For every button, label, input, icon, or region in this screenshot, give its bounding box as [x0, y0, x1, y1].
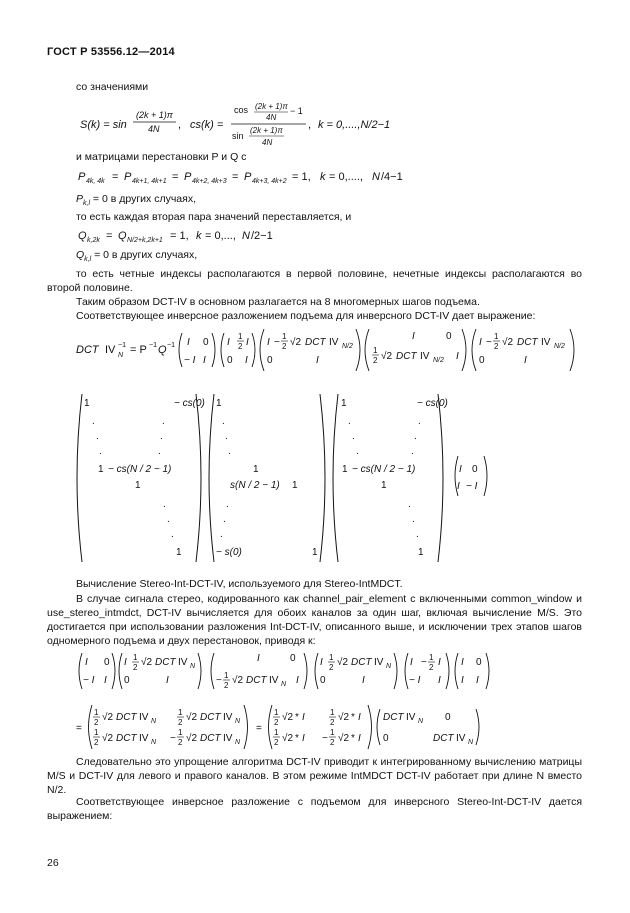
svg-text:IV: IV	[223, 733, 233, 744]
svg-text:0: 0	[203, 337, 209, 348]
svg-text:0: 0	[479, 355, 485, 366]
svg-text:N/2: N/2	[342, 343, 353, 350]
svg-text:N: N	[151, 739, 157, 746]
svg-text:*: *	[295, 733, 299, 744]
svg-text:0: 0	[476, 657, 482, 668]
formula-stereo-line2	[74, 703, 514, 751]
svg-text:0: 0	[320, 675, 326, 686]
svg-text:1: 1	[381, 480, 387, 491]
svg-text:1: 1	[418, 547, 424, 558]
svg-text:DCT: DCT	[200, 733, 221, 744]
svg-text:1: 1	[373, 346, 378, 355]
svg-text:1: 1	[253, 464, 259, 475]
text-swap-pairs: то есть каждая вторая пара значений переставляется, и	[76, 211, 352, 223]
svg-text:4k+2, 4k+3: 4k+2, 4k+3	[192, 178, 227, 185]
svg-text:.: .	[408, 499, 411, 510]
svg-text:.: .	[92, 416, 95, 427]
text-inverse2: Соответствующее инверсное разложение с подъемом для инверсного Stereo-Int-DCT-IV дается выражением:	[47, 796, 582, 822]
svg-text:−: −	[170, 733, 176, 744]
svg-text:−: −	[486, 337, 492, 348]
svg-text:.: .	[220, 529, 223, 540]
formula-inverse-dct-line2	[74, 392, 494, 564]
svg-text:.: .	[412, 514, 415, 525]
svg-text:.: .	[411, 446, 414, 457]
svg-text:1: 1	[224, 671, 229, 680]
q-symbol: Q	[76, 249, 85, 261]
svg-text:1: 1	[329, 653, 334, 662]
svg-text:DCT: DCT	[433, 733, 454, 744]
svg-text:I: I	[227, 337, 230, 348]
svg-text:1: 1	[274, 728, 279, 737]
svg-text:4N: 4N	[262, 138, 273, 147]
svg-text:.: .	[160, 431, 163, 442]
svg-text:1: 1	[133, 653, 138, 662]
svg-text:DCT: DCT	[155, 657, 176, 668]
svg-text:I: I	[438, 675, 441, 686]
svg-text:1: 1	[238, 332, 243, 341]
svg-text:−: −	[322, 733, 328, 744]
svg-text:Q: Q	[118, 230, 127, 242]
svg-text:0: 0	[104, 657, 110, 668]
svg-text:− I: − I	[409, 675, 421, 686]
sk-label: S(k) = sin	[80, 119, 127, 131]
svg-text:=: =	[106, 230, 113, 242]
svg-text:DCT: DCT	[351, 657, 372, 668]
svg-text:1: 1	[292, 480, 298, 491]
svg-text:0: 0	[383, 733, 389, 744]
svg-text:I: I	[104, 675, 107, 686]
svg-text:DCT: DCT	[517, 337, 538, 348]
svg-text:I: I	[362, 675, 365, 686]
svg-text:1: 1	[98, 464, 104, 475]
svg-text:I: I	[524, 355, 527, 366]
svg-text:IV: IV	[178, 657, 188, 668]
text-p-zero: $P_{k,l} = 0$ в других случаях,	[76, 193, 196, 208]
svg-text:N: N	[468, 739, 474, 746]
svg-text:.: .	[158, 446, 161, 457]
formula-inverse-dct-line1	[72, 325, 592, 375]
svg-text:0: 0	[267, 355, 273, 366]
svg-text:1: 1	[342, 464, 348, 475]
svg-text:.: .	[414, 431, 417, 442]
svg-text:√2: √2	[502, 337, 514, 348]
svg-text:2: 2	[330, 718, 335, 727]
text-inverse: Соответствующее инверсное разложением подъема для инверсного DCT-IV дает выражение:	[76, 310, 536, 322]
svg-text:2: 2	[94, 718, 99, 727]
svg-text:1: 1	[135, 480, 141, 491]
svg-text:.: .	[99, 446, 102, 457]
svg-text:1: 1	[94, 728, 99, 737]
svg-text:− cs(N / 2 − 1): − cs(N / 2 − 1)	[352, 464, 416, 475]
svg-text:N/2+k,2k+1: N/2+k,2k+1	[127, 237, 163, 244]
svg-text:0: 0	[472, 464, 478, 475]
svg-text:2: 2	[373, 356, 378, 365]
svg-text:I: I	[438, 657, 441, 668]
svg-text:=: =	[112, 171, 119, 183]
svg-text:*: *	[295, 712, 299, 723]
svg-text:√2: √2	[282, 712, 294, 723]
svg-text:IV: IV	[139, 733, 149, 744]
svg-text:4k+3, 4k+2: 4k+3, 4k+2	[252, 178, 287, 185]
svg-text:*: *	[351, 733, 355, 744]
svg-text:I: I	[85, 657, 88, 668]
svg-text:√2: √2	[290, 337, 302, 348]
svg-text:1: 1	[178, 728, 183, 737]
text-with-values: со значениями	[76, 81, 149, 93]
p-symbol: P	[76, 193, 84, 205]
svg-text:0: 0	[227, 355, 233, 366]
svg-text:I: I	[316, 355, 319, 366]
svg-text:√2: √2	[186, 733, 198, 744]
svg-text:N/2: N/2	[433, 357, 444, 364]
svg-text:/4−1: /4−1	[381, 171, 403, 183]
svg-text:IV: IV	[420, 351, 430, 362]
svg-text:DCT: DCT	[246, 675, 267, 686]
svg-text:− cs(0): − cs(0)	[174, 398, 205, 409]
svg-text:1: 1	[84, 398, 90, 409]
text-thus: Таким образом DCT-IV в основном разлагается на 8 многомерных шагов подъема.	[76, 296, 480, 308]
svg-text:= 1,: = 1,	[170, 230, 189, 242]
svg-text:I: I	[203, 355, 206, 366]
svg-text:DCT: DCT	[200, 712, 221, 723]
svg-text:IV: IV	[269, 675, 279, 686]
formula-stereo-line1	[74, 651, 534, 691]
svg-text:I: I	[358, 712, 361, 723]
svg-text:I: I	[461, 657, 464, 668]
svg-text:=: =	[172, 171, 179, 183]
svg-text:I: I	[187, 337, 190, 348]
text-stereo-body: В случае сигнала стерео, кодированного как channel_pair_element с включенными common_window и use_stereo_intmdct, DCT-IV вычисляется для обоих каналов за один шаг, включая вычисление M/S. Это достигается при использовании разложения Int-DCT-IV, описанного выше, и исключении трех этапов шагов одномерного подъема и двух перестановок, приводя к:	[47, 593, 582, 647]
svg-text:1: 1	[178, 708, 183, 717]
svg-text:DCT: DCT	[305, 337, 326, 348]
svg-text:P: P	[124, 171, 132, 183]
svg-text:.: .	[222, 416, 225, 427]
svg-text:I: I	[246, 337, 249, 348]
svg-text:1: 1	[282, 332, 287, 341]
svg-text:I: I	[296, 675, 299, 686]
svg-text:N: N	[118, 352, 124, 359]
svg-text:2: 2	[178, 738, 183, 747]
svg-text:.: .	[225, 431, 228, 442]
svg-text:2: 2	[224, 681, 229, 690]
svg-text:DCT: DCT	[396, 351, 417, 362]
svg-text:I: I	[245, 355, 248, 366]
svg-text:√2: √2	[141, 657, 153, 668]
svg-text:.: .	[228, 446, 231, 457]
svg-text:I: I	[267, 337, 270, 348]
svg-text:= 0,....,: = 0,....,	[329, 171, 363, 183]
svg-text:1: 1	[312, 547, 318, 558]
svg-text:− 1: − 1	[290, 106, 303, 116]
svg-text:√2: √2	[102, 733, 114, 744]
svg-text:2: 2	[330, 738, 335, 747]
svg-text:− cs(N / 2 − 1): − cs(N / 2 − 1)	[108, 464, 172, 475]
svg-text:− s(0): − s(0)	[216, 547, 242, 558]
svg-text:I: I	[410, 657, 413, 668]
svg-text:√2: √2	[338, 733, 350, 744]
svg-text:/2−1: /2−1	[251, 230, 273, 242]
svg-text:4N: 4N	[266, 113, 277, 122]
svg-text:2: 2	[133, 663, 138, 672]
svg-text:DCT: DCT	[383, 712, 404, 723]
svg-text:IV: IV	[329, 337, 339, 348]
q-zero-tail: = 0 в других случаях,	[91, 249, 198, 261]
svg-text:(2k + 1)π: (2k + 1)π	[255, 103, 288, 111]
svg-text:0: 0	[290, 653, 296, 664]
svg-text:,: ,	[308, 119, 312, 131]
svg-text:IV: IV	[374, 657, 384, 668]
svg-text:*: *	[351, 712, 355, 723]
svg-text:.: .	[226, 499, 229, 510]
svg-text:1: 1	[341, 398, 347, 409]
svg-text:0: 0	[446, 331, 452, 342]
svg-text:=: =	[232, 171, 239, 183]
svg-text:.: .	[223, 514, 226, 525]
text-q-zero: $Q_{k,l} = 0$ в других случаях,	[76, 249, 198, 264]
svg-text:I: I	[302, 733, 305, 744]
svg-text:.: .	[167, 514, 170, 525]
svg-text:2: 2	[94, 738, 99, 747]
svg-text:√2: √2	[338, 712, 350, 723]
svg-text:N/2: N/2	[554, 343, 565, 350]
svg-text:N: N	[372, 171, 380, 183]
svg-text:P: P	[184, 171, 192, 183]
svg-text:− I: − I	[184, 355, 196, 366]
svg-text:− I: − I	[466, 481, 478, 492]
svg-text:N: N	[418, 718, 424, 725]
text-simplify: Следовательно это упрощение алгоритма DCT-IV приводит к интегрированному вычислению матрицы M/S и DCT-IV для левого и правого каналов. В этом режиме IntMDCT DCT-IV работает при длине N вместо N/2.	[47, 756, 582, 796]
svg-text:2: 2	[178, 718, 183, 727]
formula-sk-csk	[70, 103, 430, 149]
svg-text:N: N	[235, 739, 241, 746]
svg-text:− I: − I	[83, 675, 95, 686]
svg-text:√2: √2	[102, 712, 114, 723]
formula-perm-p	[76, 167, 476, 187]
svg-text:IV: IV	[139, 712, 149, 723]
svg-text:I: I	[459, 464, 462, 475]
svg-text:2: 2	[238, 342, 243, 351]
svg-text:√2: √2	[282, 733, 294, 744]
svg-text:Q: Q	[158, 344, 167, 356]
svg-text:=: =	[256, 723, 262, 734]
svg-text:= 1,: = 1,	[292, 171, 311, 183]
svg-text:0: 0	[445, 712, 451, 723]
svg-text:(2k + 1)π: (2k + 1)π	[250, 126, 283, 135]
svg-text:I: I	[358, 733, 361, 744]
svg-text:.: .	[418, 416, 421, 427]
svg-text:1: 1	[94, 708, 99, 717]
svg-text:1: 1	[429, 653, 434, 662]
svg-text:IV: IV	[105, 344, 116, 356]
svg-text:√2: √2	[381, 351, 393, 362]
svg-text:2: 2	[429, 663, 434, 672]
text-even-odd: то есть четные индексы располагаются в первой половине, нечетные индексы располагаются во второй половине.	[47, 268, 582, 294]
svg-text:.: .	[163, 499, 166, 510]
svg-text:Q: Q	[78, 230, 87, 242]
svg-text:I: I	[476, 675, 479, 686]
svg-text:= 0,...,: = 0,...,	[205, 230, 236, 242]
svg-text:I: I	[302, 712, 305, 723]
svg-text:1: 1	[274, 708, 279, 717]
svg-text:2: 2	[282, 342, 287, 351]
svg-text:2: 2	[274, 718, 279, 727]
svg-text:1: 1	[330, 708, 335, 717]
svg-text:−: −	[421, 657, 427, 668]
sk-frac-num: (2k + 1)π	[136, 110, 173, 120]
svg-text:2: 2	[274, 738, 279, 747]
formula-q	[76, 226, 336, 246]
svg-text:I: I	[479, 337, 482, 348]
svg-text:I: I	[320, 657, 323, 668]
svg-text:.: .	[352, 431, 355, 442]
page-header: ГОСТ Р 53556.12—2014	[47, 46, 175, 58]
svg-text:I: I	[457, 481, 460, 492]
svg-text:.: .	[162, 416, 165, 427]
svg-text:P: P	[78, 171, 86, 183]
svg-text:.: .	[348, 416, 351, 427]
svg-text:√2: √2	[186, 712, 198, 723]
svg-text:I: I	[257, 653, 260, 664]
svg-text:4k+1, 4k+1: 4k+1, 4k+1	[132, 178, 167, 185]
svg-text:sin: sin	[232, 131, 244, 141]
svg-text:−1: −1	[118, 342, 126, 349]
svg-text:DCT: DCT	[76, 344, 99, 356]
svg-text:k: k	[196, 230, 202, 242]
svg-text:N: N	[281, 681, 287, 688]
svg-text:I: I	[124, 657, 127, 668]
svg-text:−1: −1	[167, 342, 175, 349]
svg-text:,: ,	[178, 119, 182, 131]
p-zero-tail: = 0 в других случаях,	[90, 193, 196, 205]
svg-text:2: 2	[494, 342, 499, 351]
text-stereo-title: Вычисление Stereo-Int-DCT-IV, используемого для Stereo-IntMDCT.	[76, 578, 403, 590]
svg-text:DCT: DCT	[116, 733, 137, 744]
svg-text:IV: IV	[456, 733, 466, 744]
svg-text:N: N	[242, 230, 250, 242]
svg-text:=: =	[76, 723, 82, 734]
svg-text:−: −	[216, 675, 222, 686]
svg-text:I: I	[456, 351, 459, 362]
svg-text:√2: √2	[232, 675, 244, 686]
sk-frac-den: 4N	[148, 124, 160, 134]
text-and-perm: и матрицами перестановки P и Q с	[76, 151, 247, 163]
svg-text:k: k	[320, 171, 326, 183]
svg-text:s(N / 2 − 1): s(N / 2 − 1)	[230, 480, 280, 491]
svg-text:1: 1	[494, 332, 499, 341]
svg-text:.: .	[356, 446, 359, 457]
svg-text:√2: √2	[337, 657, 349, 668]
svg-text:N: N	[235, 718, 241, 725]
svg-text:.: .	[171, 529, 174, 540]
svg-text:I: I	[166, 675, 169, 686]
svg-text:.: .	[416, 529, 419, 540]
page-number: 26	[47, 857, 59, 869]
svg-text:DCT: DCT	[116, 712, 137, 723]
svg-text:I: I	[412, 331, 415, 342]
svg-text:IV: IV	[541, 337, 551, 348]
k-range: k = 0,....,N/2−1	[318, 119, 391, 131]
svg-text:P: P	[244, 171, 252, 183]
svg-text:−1: −1	[149, 342, 157, 349]
svg-text:= P: = P	[130, 344, 147, 356]
svg-text:N: N	[151, 718, 157, 725]
svg-text:−: −	[274, 337, 280, 348]
svg-text:N: N	[190, 663, 196, 670]
svg-text:k,2k: k,2k	[87, 237, 100, 244]
svg-text:− cs(0): − cs(0)	[417, 398, 448, 409]
svg-text:I: I	[461, 675, 464, 686]
svg-text:cos: cos	[234, 105, 249, 115]
svg-text:2: 2	[329, 663, 334, 672]
svg-text:1: 1	[216, 398, 222, 409]
svg-text:1: 1	[176, 547, 182, 558]
svg-text:IV: IV	[223, 712, 233, 723]
csk-label: cs(k) =	[190, 119, 224, 131]
svg-text:.: .	[96, 431, 99, 442]
svg-text:4k, 4k: 4k, 4k	[86, 178, 105, 185]
svg-text:N: N	[386, 663, 392, 670]
svg-text:0: 0	[124, 675, 130, 686]
svg-text:IV: IV	[406, 712, 416, 723]
svg-text:1: 1	[330, 728, 335, 737]
